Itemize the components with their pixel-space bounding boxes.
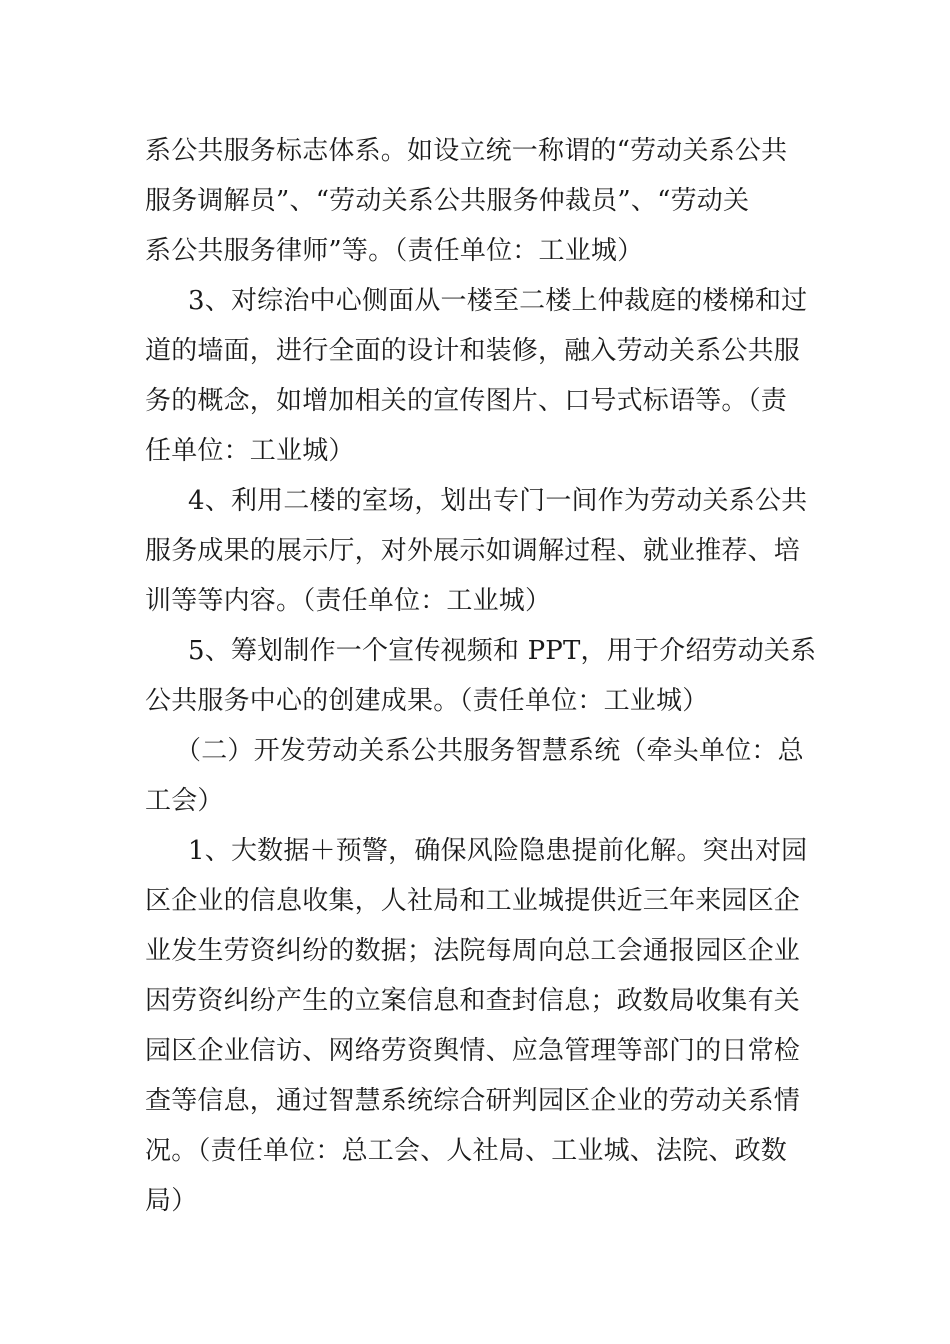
text-line-14: 工会）	[145, 786, 224, 816]
text-line-5: 道的墙面，进行全面的设计和装修，融入劳动关系公共服	[145, 336, 801, 366]
text-line-21: 况。（责任单位：总工会、人社局、工业城、法院、政数	[145, 1136, 788, 1166]
text-line-19: 园区企业信访、网络劳资舆情、应急管理等部门的日常检	[145, 1036, 801, 1066]
text-line-4: 3、对综治中心侧面从一楼至二楼上仲裁庭的楼梯和过	[188, 286, 808, 316]
text-line-10: 训等等内容。（责任单位：工业城）	[145, 586, 552, 616]
text-line-20: 查等信息，通过智慧系统综合研判园区企业的劳动关系情	[145, 1086, 801, 1116]
text-line-17: 业发生劳资纠纷的数据；法院每周向总工会通报园区企业	[145, 936, 801, 966]
text-line-1: 系公共服务标志体系。如设立统一称谓的“劳动关系公共	[145, 136, 788, 166]
text-line-12: 公共服务中心的创建成果。（责任单位：工业城）	[145, 686, 709, 716]
section-heading: （二）开发劳动关系公共服务智慧系统（牵头单位：总	[175, 736, 804, 766]
text-line-22: 局）	[145, 1186, 198, 1216]
text-line-18: 因劳资纠纷产生的立案信息和查封信息；政数局收集有关	[145, 986, 801, 1016]
text-line-6: 务的概念，如增加相关的宣传图片、口号式标语等。（责	[145, 386, 788, 416]
text-line-9: 服务成果的展示厅，对外展示如调解过程、就业推荐、培	[145, 536, 801, 566]
text-line-8: 4、利用二楼的室场，划出专门一间作为劳动关系公共	[188, 486, 808, 516]
text-line-11: 5、筹划制作一个宣传视频和 PPT，用于介绍劳动关系	[188, 636, 817, 666]
text-line-15: 1、大数据＋预警，确保风险隐患提前化解。突出对园	[188, 836, 808, 866]
text-line-2: 服务调解员”、“劳动关系公共服务仲裁员”、“劳动关	[145, 186, 750, 216]
text-line-7: 任单位：工业城）	[145, 436, 355, 466]
text-line-3: 系公共服务律师”等。（责任单位：工业城）	[145, 236, 644, 266]
text-line-16: 区企业的信息收集，人社局和工业城提供近三年来园区企	[145, 886, 801, 916]
